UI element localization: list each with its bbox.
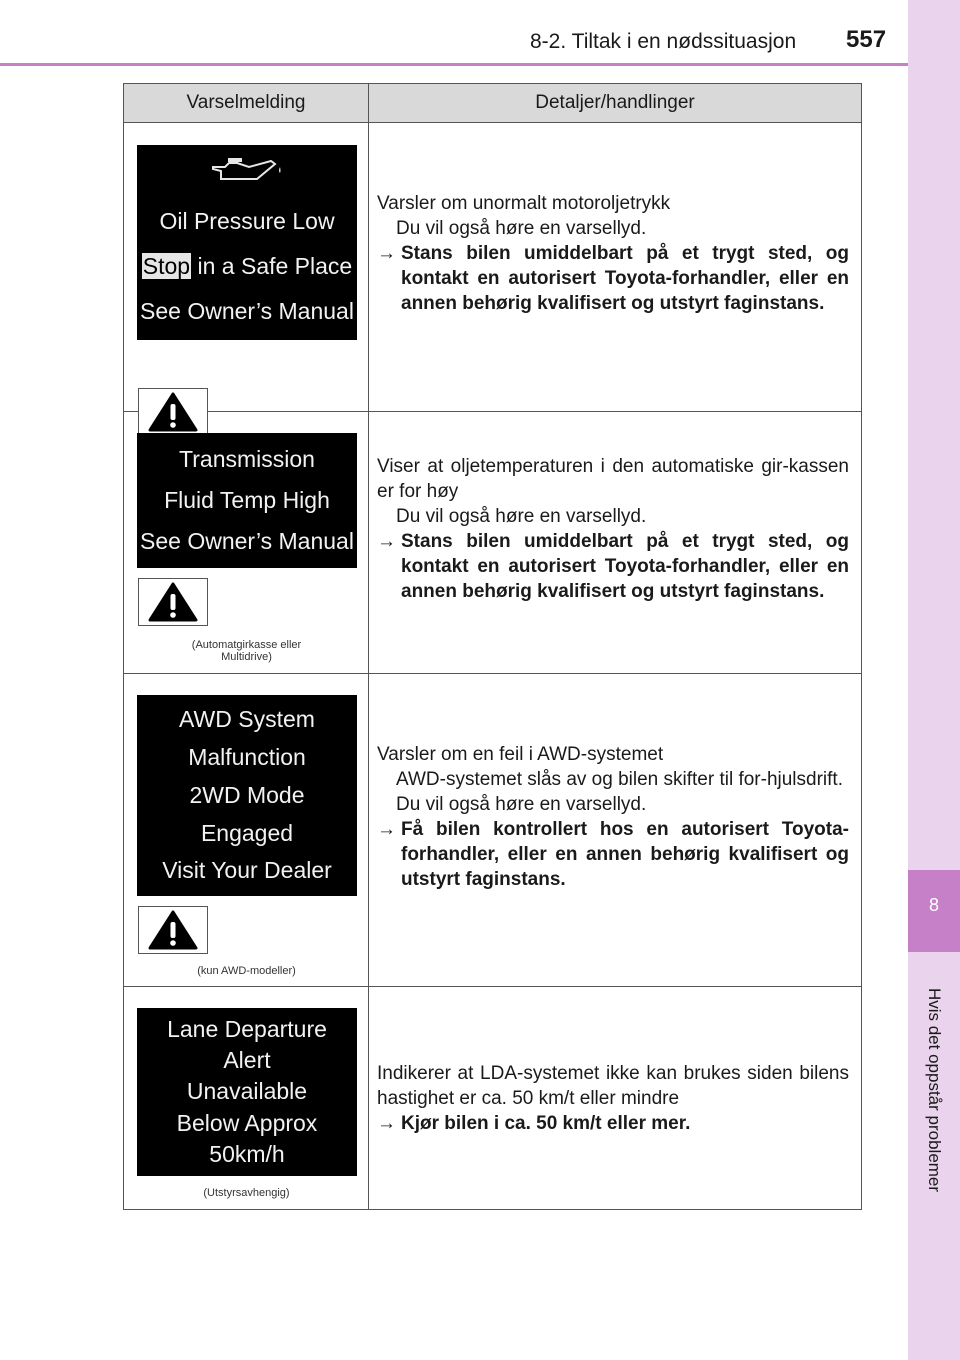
screen-line-5: 50km/h	[209, 1140, 285, 1167]
image-caption: (Utstyrsavhengig)	[203, 1187, 290, 1199]
details-cell	[369, 674, 862, 987]
detail-sub: Du vil også høre en varsellyd.	[396, 218, 647, 239]
oil-can-icon	[207, 155, 287, 187]
header-warning-message: Varselmelding	[124, 84, 369, 123]
screen-line-4: Engaged	[200, 819, 294, 846]
screen-line-2: Alert	[223, 1047, 271, 1074]
side-tab-background	[908, 0, 960, 870]
screen-line-3: See Owner’s Manual	[140, 297, 354, 324]
screen-highlight: Stop	[142, 252, 191, 279]
display-screen	[137, 145, 357, 340]
display-screen	[137, 433, 357, 568]
screen-line-5: Visit Your Dealer	[162, 857, 332, 884]
screen-line-2: Fluid Temp High	[164, 486, 330, 513]
detail-sub: AWD-systemet slås av og bilen skifter til for-hjulsdrift.	[396, 769, 843, 790]
display-screen	[137, 1008, 357, 1176]
screen-line-1: Oil Pressure Low	[159, 207, 335, 234]
arrow-icon: →	[377, 1113, 396, 1134]
warning-image-cell	[124, 987, 369, 1210]
screen-line-1: AWD System	[179, 706, 315, 733]
arrow-icon: →	[377, 243, 396, 264]
detail-action	[377, 241, 849, 316]
detail-action	[377, 817, 849, 892]
header-rule	[0, 63, 908, 66]
warning-image-cell	[124, 412, 369, 674]
details-cell	[369, 987, 862, 1210]
warning-message-table	[123, 83, 862, 1210]
table-row	[124, 123, 862, 412]
details-cell	[369, 123, 862, 412]
image-caption: (Automatgirkasse eller Multidrive)	[191, 639, 302, 663]
screen-line-3: 2WD Mode	[189, 781, 305, 808]
table-header-row	[124, 84, 862, 123]
detail-action	[377, 1111, 849, 1136]
screen-line-2	[142, 254, 352, 279]
screen-line-1: Lane Departure	[167, 1015, 327, 1042]
action-text: Stans bilen umiddelbart på et trygt sted, og kontakt en autorisert Toyota-forhandler, eller en annen behørig kvalifisert og utstyrt faginstans.	[401, 243, 849, 314]
detail-intro: Varsler om en feil i AWD-systemet	[377, 744, 664, 765]
warning-triangle-icon	[138, 906, 208, 954]
detail-action	[377, 529, 849, 604]
table-row	[124, 987, 862, 1210]
screen-line-2-rest: in a Safe Place	[191, 252, 353, 279]
detail-intro: Indikerer at LDA-systemet ikke kan brukes siden bilens hastighet er ca. 50 km/t eller mindre	[377, 1063, 849, 1109]
details-cell	[369, 412, 862, 674]
header-details-actions: Detaljer/handlinger	[369, 84, 862, 123]
chapter-title: Hvis det oppstår problemer	[925, 987, 944, 1193]
warning-image-cell	[124, 674, 369, 987]
screen-line-1: Transmission	[179, 445, 315, 472]
image-caption: (kun AWD-modeller)	[197, 965, 296, 977]
action-text: Kjør bilen i ca. 50 km/t eller mer.	[401, 1113, 691, 1134]
screen-line-3: See Owner’s Manual	[140, 527, 354, 554]
display-screen	[137, 695, 357, 896]
action-text: Stans bilen umiddelbart på et trygt sted, og kontakt en autorisert Toyota-forhandler, eller en annen behørig kvalifisert og utstyrt faginstans.	[401, 531, 849, 602]
arrow-icon: →	[377, 531, 396, 552]
detail-sub: Du vil også høre en varsellyd.	[396, 506, 647, 527]
detail-sub: Du vil også høre en varsellyd.	[396, 794, 647, 815]
arrow-icon: →	[377, 819, 396, 840]
warning-image-cell	[124, 123, 369, 412]
action-text: Få bilen kontrollert hos en autorisert Toyota-forhandler, eller en annen behørig kvalifisert og utstyrt faginstans.	[401, 819, 849, 890]
screen-line-3: Unavailable	[186, 1078, 308, 1105]
chapter-number: 8	[928, 895, 939, 915]
page-number: 557	[846, 26, 887, 53]
section-title: 8-2. Tiltak i en nødssituasjon	[530, 30, 797, 53]
screen-line-2: Malfunction	[188, 744, 306, 771]
warning-triangle-icon	[138, 578, 208, 626]
detail-intro: Varsler om unormalt motoroljetrykk	[377, 193, 671, 214]
detail-intro: Viser at oljetemperaturen i den automatiske gir-kassen er for høy	[377, 456, 849, 502]
table-row	[124, 412, 862, 674]
screen-line-4: Below Approx	[176, 1109, 318, 1136]
table-row	[124, 674, 862, 987]
